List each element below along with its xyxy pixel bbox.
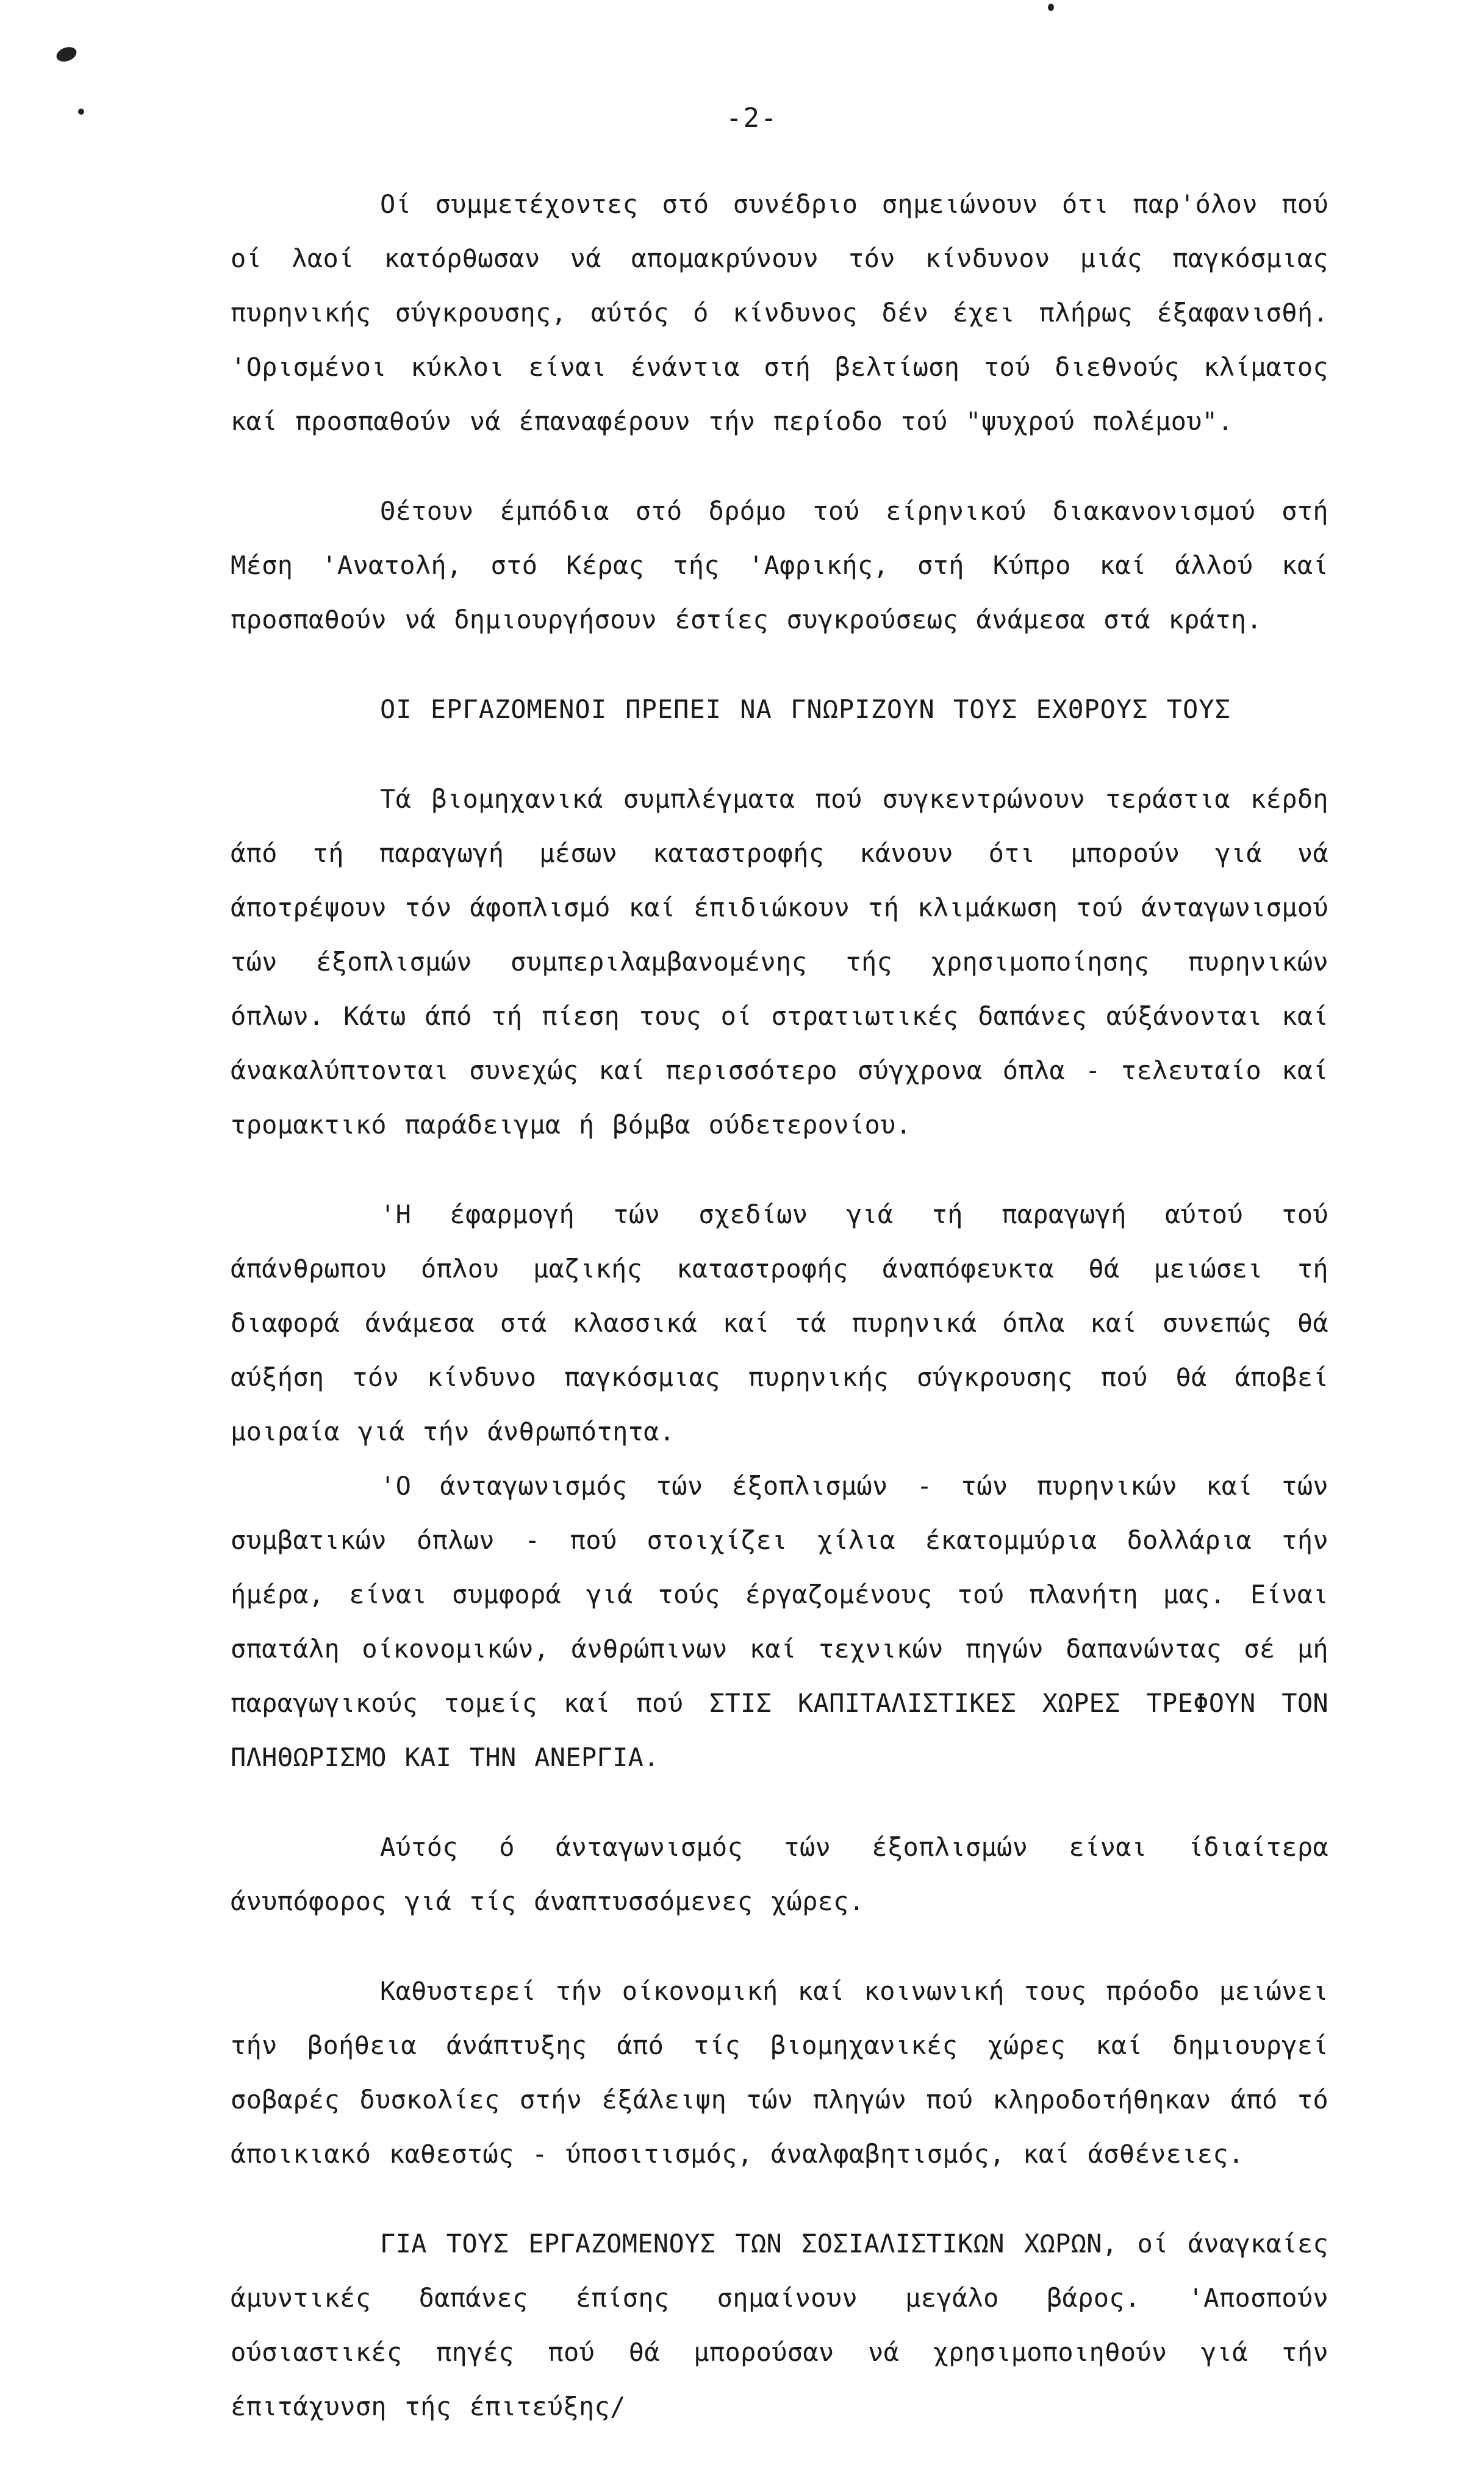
- paragraph-industrial-complexes: Τά βιομηχανικά συμπλέγματα πού συγκεντρώνουν τεράστια κέρδη άπό τή παραγωγή μέσων καταστροφής κάνουν ότι μπορούν γιά νά άποτρέψουν τόν άφοπλισμό καί έπιδιώκουν τή κλιμάκωση τού άνταγωνισμού τών έξοπλισμών συμπεριλαμβανομένης τής χρησιμοποίησης πυρηνικών όπλων. Κάτω άπό τή πίεση τους οί στρατιωτικές δαπάνες αύξάνονται καί άνακαλύπτονται συνεχώς καί περισσότερο σύγχρονα όπλα - τελευταίο καί τρομακτικό παράδειγμα ή βόμβα ούδετερονίου.: [231, 784, 1328, 1140]
- document-body: [231, 177, 1328, 2469]
- paragraph-arms-race: 'Ο άνταγωνισμός τών έξοπλισμών - τών πυρηνικών καί τών συμβατικών όπλων - πού στοιχίζει χίλια έκατομμύρια δολλάρια τήν ήμέρα, είναι συμφορά γιά τούς έργαζομένους τού πλανήτη μας. Είναι σπατάλη οίκονομικών, άνθρώπινων καί τεχνικών πηγών δαπανώντας σέ μή παραγωγικούς τομείς καί πού ΣΤΙΣ ΚΑΠΙΤΑΛΙΣΤΙΚΕΣ ΧΩΡΕΣ ΤΡΕΦΟΥΝ ΤΟΝ ΠΛΗΘΩΡΙΣΜΟ ΚΑΙ ΤΗΝ ΑΝΕΡΓΙΑ.: [231, 1471, 1328, 1772]
- paragraph-obstacles: Θέτουν έμπόδια στό δρόμο τού είρηνικού διακανονισμού στή Μέση 'Ανατολή, στό Κέρας τής 'Αφρικής, στή Κύπρο καί άλλού καί προσπαθούν νά δημιουργήσουν έστίες συγκρούσεως άνάμεσα στά κράτη.: [231, 496, 1328, 634]
- section-heading: ΟΙ ΕΡΓΑΖΟΜΕΝΟΙ ΠΡΕΠΕΙ ΝΑ ΓΝΩΡΙΖΟΥΝ ΤΟΥΣ ΕΧΘΡΟΥΣ ΤΟΥΣ: [380, 694, 1231, 724]
- paragraph-developing-countries: Αύτός ό άνταγωνισμός τών έξοπλισμών είναι ίδιαίτερα άνυπόφορος γιά τίς άναπτυσσόμενες χώρες.: [231, 1832, 1328, 1916]
- paragraph-neutron-bomb: 'Η έφαρμογή τών σχεδίων γιά τή παραγωγή αύτού τού άπάνθρωπου όπλου μαζικής καταστροφής άναπόφευκτα θά μειώσει τή διαφορά άνάμεσα στά κλασσικά καί τά πυρηνικά όπλα καί συνεπώς θά αύξήση τόν κίνδυνο παγκόσμιας πυρηνικής σύγκρουσης πού θά άποβεί μοιραία γιά τήν άνθρωπότητα.: [231, 1199, 1328, 1447]
- scan-mark: [78, 109, 84, 115]
- page-number: -2-: [726, 102, 778, 134]
- paragraph-socialist-countries: ΓΙΑ ΤΟΥΣ ΕΡΓΑΖΟΜΕΝΟΥΣ ΤΩΝ ΣΟΣΙΑΛΙΣΤΙΚΩΝ ΧΩΡΩΝ, οί άναγκαίες άμυντικές δαπάνες έπίσης σημαίνουν μεγάλο βάρος. 'Αποσπούν ούσιαστικές πηγές πού θά μπορούσαν νά χρησιμοποιηθούν γιά τήν έπιτάχυνση τής έπιτεύξης/: [231, 2229, 1328, 2421]
- scan-mark: [1048, 4, 1054, 11]
- scan-mark: [54, 45, 78, 64]
- paragraph-conference-notes: Οί συμμετέχοντες στό συνέδριο σημειώνουν ότι παρ'όλον πού οί λαοί κατόρθωσαν νά απομακρύνουν τόν κίνδυνον μιάς παγκόσμιας πυρηνικής σύγκρουσης, αύτός ό κίνδυνος δέν έχει πλήρως έξαφανισθή. 'Ορισμένοι κύκλοι είναι ένάντια στή βελτίωση τού διεθνούς κλίματος καί προσπαθούν νά έπαναφέρουν τήν περίοδο τού "ψυχρού πολέμου".: [231, 189, 1328, 436]
- paragraph-economic-progress: Καθυστερεί τήν οίκονομική καί κοινωνική τους πρόοδο μειώνει τήν βοήθεια άνάπτυξης άπό τίς βιομηχανικές χώρες καί δημιουργεί σοβαρές δυσκολίες στήν έξάλειψη τών πληγών πού κληροδοτήθηκαν άπό τό άποικιακό καθεστώς - ύποσιτισμός, άναλφαβητισμός, καί άσθένειες.: [231, 1976, 1328, 2169]
